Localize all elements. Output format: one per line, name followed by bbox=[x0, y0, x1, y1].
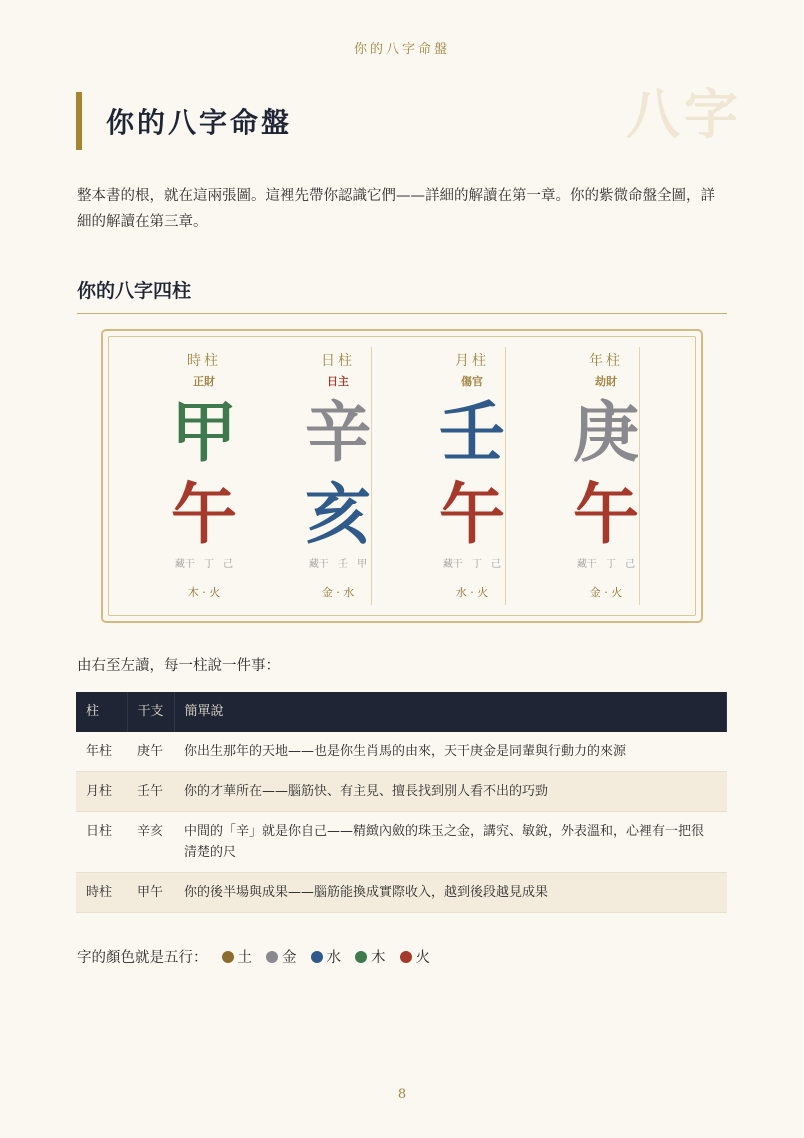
intro-paragraph: 整本書的根，就在這兩張圖。這裡先帶你認識它們——詳細的解讀在第一章。你的紫微命盤全圖，詳細的解讀在第三章。 bbox=[77, 188, 715, 230]
wood-dot-icon bbox=[355, 951, 367, 963]
ten-god: 劫財 bbox=[595, 375, 617, 388]
heavenly-stem: 甲 bbox=[171, 393, 237, 471]
table-row bbox=[76, 873, 727, 913]
earthly-branch: 亥 bbox=[305, 475, 371, 553]
pillar-name: 時柱 bbox=[187, 353, 221, 369]
hidden-stems: 藏干 壬 甲 bbox=[308, 559, 368, 570]
table-cell: 月柱 bbox=[76, 772, 127, 812]
table-cell: 辛亥 bbox=[127, 812, 174, 873]
pillar-month bbox=[412, 337, 512, 617]
section-title: 你的八字四柱 bbox=[77, 276, 727, 314]
legend-item-label: 木 bbox=[371, 950, 386, 966]
earth-dot-icon bbox=[222, 951, 234, 963]
legend-item-metal bbox=[266, 946, 297, 967]
heavenly-stem: 辛 bbox=[305, 393, 371, 471]
table-row bbox=[76, 772, 727, 812]
legend-item-label: 火 bbox=[415, 950, 430, 966]
earthly-branch: 午 bbox=[439, 475, 505, 553]
ten-god: 傷官 bbox=[461, 375, 483, 388]
legend-item-label: 土 bbox=[237, 950, 252, 966]
heavenly-stem: 壬 bbox=[439, 393, 505, 471]
pillar-elements: 水 · 火 bbox=[455, 586, 489, 599]
table-cell: 甲午 bbox=[127, 873, 174, 913]
pillar-name: 日柱 bbox=[321, 353, 355, 369]
legend-item-label: 金 bbox=[282, 950, 297, 966]
legend-item-fire bbox=[400, 946, 431, 967]
pillar-elements: 金 · 水 bbox=[321, 586, 355, 599]
pillar-name: 月柱 bbox=[455, 353, 489, 369]
table-cell: 你的才華所在——腦筋快、有主見、擅長找到別人看不出的巧勁 bbox=[174, 772, 727, 812]
table-cell: 時柱 bbox=[76, 873, 127, 913]
table-cell: 壬午 bbox=[127, 772, 174, 812]
table-cell: 年柱 bbox=[76, 732, 127, 772]
watermark: 八字 bbox=[626, 82, 742, 146]
table-header-row bbox=[76, 692, 727, 732]
ten-god: 正財 bbox=[193, 375, 215, 388]
table-row bbox=[76, 732, 727, 772]
column-header: 簡單說 bbox=[174, 692, 727, 732]
hidden-stems: 藏干 丁 己 bbox=[174, 559, 234, 570]
table-cell: 中間的「辛」就是你自己——精緻內斂的珠玉之金，講究、敏銳，外表溫和，心裡有一把很清楚的尺 bbox=[174, 812, 727, 873]
table-cell: 你出生那年的天地——也是你生肖馬的由來，天干庚金是同輩與行動力的來源 bbox=[174, 732, 727, 772]
earthly-branch: 午 bbox=[171, 475, 237, 553]
legend-item-wood bbox=[355, 946, 386, 967]
legend-item-label: 水 bbox=[326, 950, 341, 966]
title-block bbox=[76, 92, 596, 150]
legend-item-earth bbox=[222, 946, 253, 967]
pillar-name: 年柱 bbox=[589, 353, 623, 369]
ten-god: 日主 bbox=[327, 375, 349, 388]
column-header: 柱 bbox=[76, 692, 127, 732]
table-cell: 你的後半場與成果——腦筋能換成實際收入，越到後段越見成果 bbox=[174, 873, 727, 913]
metal-dot-icon bbox=[266, 951, 278, 963]
legend-label: 字的顏色就是五行： bbox=[77, 950, 208, 966]
table-cell: 庚午 bbox=[127, 732, 174, 772]
pillar-explanation-table bbox=[76, 692, 727, 913]
earthly-branch: 午 bbox=[573, 475, 639, 553]
table-row bbox=[76, 812, 727, 873]
bazi-chart bbox=[101, 329, 703, 623]
heavenly-stem: 庚 bbox=[573, 393, 639, 471]
pillar-elements: 木 · 火 bbox=[187, 586, 221, 599]
bazi-chart-inner bbox=[108, 336, 696, 616]
hidden-stems: 藏干 丁 己 bbox=[442, 559, 502, 570]
page-title: 你的八字命盤 bbox=[106, 106, 293, 139]
pillar-hour bbox=[144, 337, 244, 617]
pillar-day bbox=[278, 337, 378, 617]
running-head: 你的八字命盤 bbox=[353, 42, 450, 57]
column-header: 干支 bbox=[127, 692, 174, 732]
hidden-stems: 藏干 丁 己 bbox=[576, 559, 636, 570]
table-cell: 日柱 bbox=[76, 812, 127, 873]
water-dot-icon bbox=[311, 951, 323, 963]
pillar-elements: 金 · 火 bbox=[589, 586, 623, 599]
legend-item-water bbox=[311, 946, 342, 967]
fire-dot-icon bbox=[400, 951, 412, 963]
reading-direction-note: 由右至左讀，每一柱說一件事： bbox=[77, 658, 280, 674]
pillar-year bbox=[546, 337, 646, 617]
page-number: 8 bbox=[397, 1087, 407, 1102]
five-elements-legend bbox=[77, 946, 430, 967]
